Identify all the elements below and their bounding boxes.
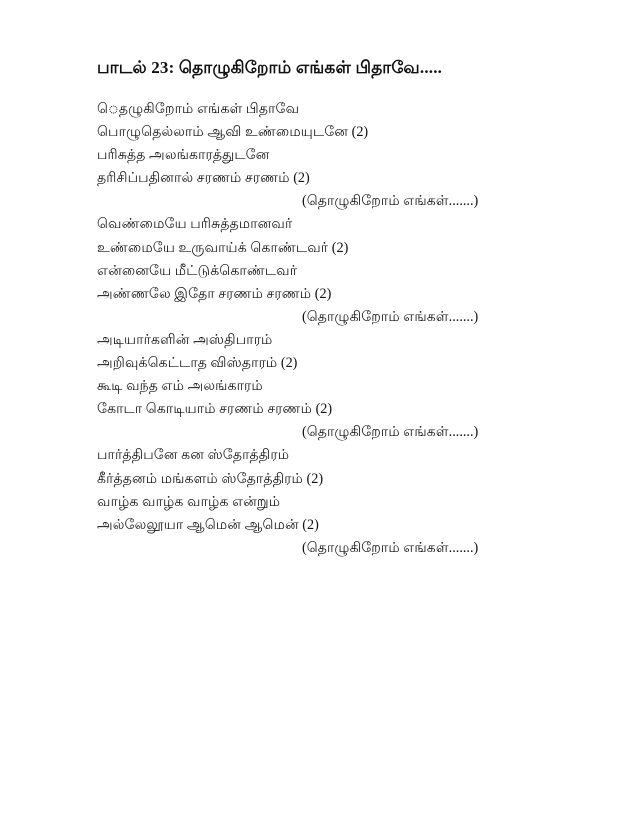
- lyric-line: என்னையே மீட்டுக்கொண்டவர்: [97, 262, 298, 279]
- lyric-line: அல்லேலூயா ஆமென் ஆமென் (2): [97, 516, 319, 533]
- lyrics-block: [97, 98, 557, 560]
- lyric-line: வெண்மையே பரிசுத்தமானவர்: [97, 216, 293, 233]
- lyric-line: வாழ்க வாழ்க வாழ்க என்றும்: [97, 493, 281, 510]
- lyric-line: பார்த்திபனே கன ஸ்தோத்திரம்: [97, 447, 290, 464]
- lyric-line: அடியார்களின் அஸ்திபாரம்: [97, 331, 273, 348]
- chorus-reference: (தொழுகிறோம் எங்கள்.......): [302, 193, 479, 210]
- lyric-line: அறிவுக்கெட்டாத விஸ்தாரம் (2): [97, 355, 298, 372]
- lyric-line: பரிசுத்த அலங்காரத்துடனே: [97, 147, 270, 164]
- lyric-line: கோடா கொடியாம் சரணம் சரணம் (2): [97, 401, 333, 418]
- lyric-line: அண்ணலே இதோ சரணம் சரணம் (2): [97, 285, 332, 302]
- chorus-reference: (தொழுகிறோம் எங்கள்.......): [302, 424, 479, 441]
- lyric-line: கீர்த்தனம் மங்களம் ஸ்தோத்திரம் (2): [97, 470, 324, 487]
- lyric-line: தரிசிப்பதினால் சரணம் சரணம் (2): [97, 170, 310, 187]
- chorus-reference: (தொழுகிறோம் எங்கள்.......): [302, 308, 479, 325]
- lyric-line: உண்மையே உருவாய்க் கொண்டவர் (2): [97, 239, 349, 256]
- lyric-line: பொழுதெல்லாம் ஆவி உண்மையுடனே (2): [97, 124, 369, 141]
- chorus-reference: (தொழுகிறோம் எங்கள்.......): [302, 539, 479, 556]
- lyric-line: ெதழுகிறோம் எங்கள் பிதாவே: [97, 101, 300, 117]
- lyric-line: கூடி வந்த எம் அலங்காரம்: [97, 378, 263, 395]
- song-title: பாடல் 23: தொழுகிறோம் எங்கள் பிதாவே.....: [97, 58, 443, 77]
